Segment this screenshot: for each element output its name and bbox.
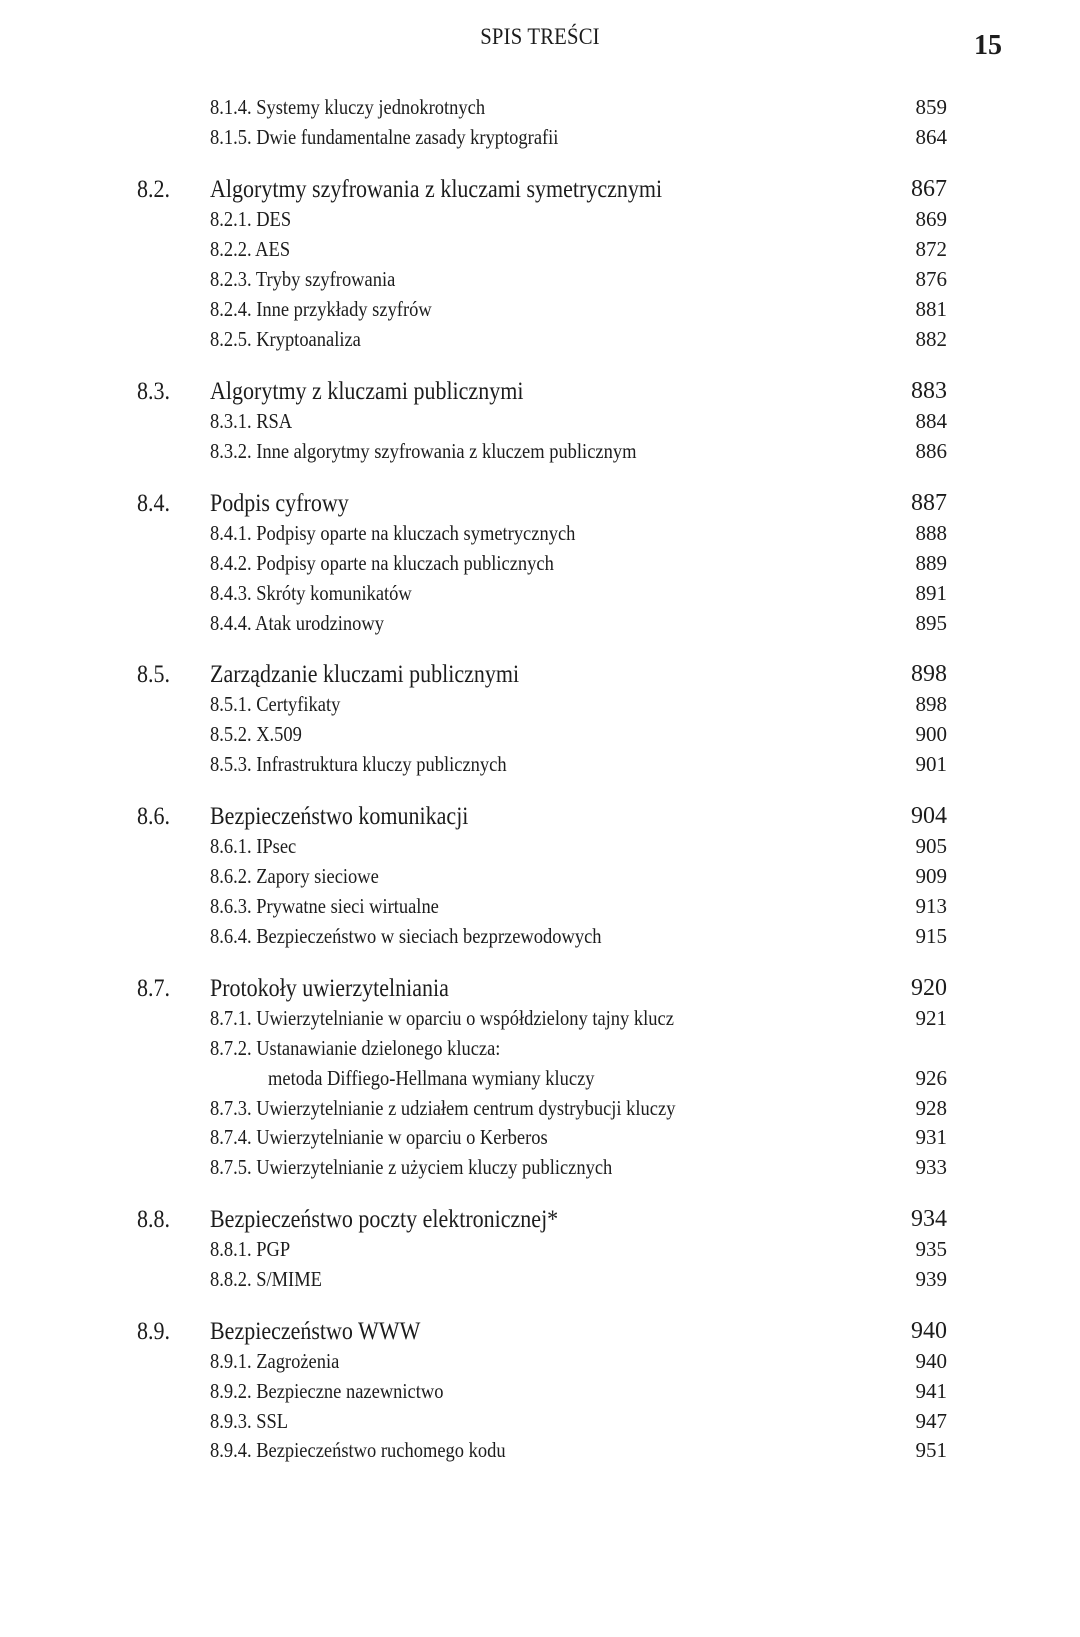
section-number: 8.5. xyxy=(137,661,170,688)
section-number: 8.8. xyxy=(137,1206,170,1233)
section-number: 8.2. xyxy=(137,176,170,203)
toc-entry xyxy=(0,834,1080,864)
entry-title: 8.9.3. SSL xyxy=(210,1409,289,1433)
page-number: 15 xyxy=(974,30,1002,61)
entry-page-number: 939 xyxy=(915,1267,947,1291)
entry-page-number: 872 xyxy=(915,237,947,261)
toc-entry xyxy=(0,611,1080,641)
entry-page-number: 864 xyxy=(915,125,947,149)
toc-entry xyxy=(0,551,1080,581)
entry-page-number: 888 xyxy=(915,521,947,545)
entry-page-number: 909 xyxy=(915,864,947,888)
section-number: 8.9. xyxy=(137,1318,170,1345)
entry-page-number: 867 xyxy=(911,176,947,202)
entry-page-number: 928 xyxy=(915,1096,947,1120)
entry-page-number: 913 xyxy=(915,894,947,918)
entry-title: 8.6.1. IPsec xyxy=(210,834,297,858)
entry-page-number: 915 xyxy=(915,924,947,948)
entry-title: 8.5.2. X.509 xyxy=(210,722,302,746)
entry-title: 8.2.2. AES xyxy=(210,237,291,261)
entry-title: 8.2.4. Inne przykłady szyfrów xyxy=(210,297,432,321)
entry-page-number: 859 xyxy=(915,95,947,119)
toc-entry xyxy=(0,1066,1080,1096)
entry-page-number: 883 xyxy=(911,378,947,404)
entry-page-number: 882 xyxy=(915,327,947,351)
entry-title: 8.5.1. Certyfikaty xyxy=(210,692,341,716)
entry-title: Bezpieczeństwo WWW xyxy=(210,1318,421,1345)
entry-page-number: 881 xyxy=(915,297,947,321)
entry-title: 8.8.2. S/MIME xyxy=(210,1267,322,1291)
entry-title: 8.4.3. Skróty komunikatów xyxy=(210,581,412,605)
entry-page-number: 869 xyxy=(915,207,947,231)
entry-title: Zarządzanie kluczami publicznymi xyxy=(210,661,520,688)
toc-entry xyxy=(0,1036,1080,1066)
toc-entry xyxy=(0,1379,1080,1409)
toc-entry xyxy=(0,1438,1080,1468)
toc-section xyxy=(0,378,1080,408)
entry-page-number: 904 xyxy=(911,803,947,829)
entry-page-number: 898 xyxy=(911,661,947,687)
entry-page-number: 900 xyxy=(915,722,947,746)
entry-title: 8.9.1. Zagrożenia xyxy=(210,1349,340,1373)
toc-entry xyxy=(0,1349,1080,1379)
toc-entry xyxy=(0,1155,1080,1185)
entry-page-number: 935 xyxy=(915,1237,947,1261)
entry-title: 8.6.3. Prywatne sieci wirtualne xyxy=(210,894,439,918)
entry-page-number: 940 xyxy=(911,1318,947,1344)
toc-section xyxy=(0,1318,1080,1348)
toc-entry xyxy=(0,95,1080,125)
entry-title: Algorytmy szyfrowania z kluczami symetrycznymi xyxy=(210,176,663,203)
toc-entry xyxy=(0,924,1080,954)
toc-entry xyxy=(0,439,1080,469)
entry-title: 8.7.3. Uwierzytelnianie z udziałem centrum dystrybucji kluczy xyxy=(210,1096,676,1120)
entry-title: 8.6.2. Zapory sieciowe xyxy=(210,864,379,888)
entry-title: Bezpieczeństwo poczty elektronicznej* xyxy=(210,1206,559,1233)
entry-page-number: 889 xyxy=(915,551,947,575)
entry-title: 8.5.3. Infrastruktura kluczy publicznych xyxy=(210,752,507,776)
entry-title: 8.7.1. Uwierzytelnianie w oparciu o współdzielony tajny klucz xyxy=(210,1006,674,1030)
toc-entry xyxy=(0,1125,1080,1155)
toc-section xyxy=(0,661,1080,691)
entry-page-number: 901 xyxy=(915,752,947,776)
entry-page-number: 921 xyxy=(915,1006,947,1030)
toc-entry xyxy=(0,752,1080,782)
toc-entry xyxy=(0,864,1080,894)
running-title: SPIS TREŚCI xyxy=(480,24,600,49)
section-number: 8.7. xyxy=(137,975,170,1002)
entry-title: 8.7.5. Uwierzytelnianie z użyciem kluczy publicznych xyxy=(210,1155,613,1179)
entry-title: 8.9.2. Bezpieczne nazewnictwo xyxy=(210,1379,444,1403)
toc-entry xyxy=(0,1409,1080,1439)
section-number: 8.6. xyxy=(137,803,170,830)
toc-entry xyxy=(0,327,1080,357)
entry-page-number: 891 xyxy=(915,581,947,605)
entry-title: 8.1.4. Systemy kluczy jednokrotnych xyxy=(210,95,486,119)
entry-title: 8.8.1. PGP xyxy=(210,1237,291,1261)
entry-title: 8.7.2. Ustanawianie dzielonego klucza: xyxy=(210,1036,501,1060)
entry-page-number: 887 xyxy=(911,490,947,516)
entry-page-number: 940 xyxy=(915,1349,947,1373)
toc-entry xyxy=(0,1006,1080,1036)
entry-title: Algorytmy z kluczami publicznymi xyxy=(210,378,524,405)
entry-page-number: 933 xyxy=(915,1155,947,1179)
entry-page-number: 951 xyxy=(915,1438,947,1462)
toc-entry xyxy=(0,409,1080,439)
entry-page-number: 895 xyxy=(915,611,947,635)
toc-entry xyxy=(0,207,1080,237)
entry-title: 8.7.4. Uwierzytelnianie w oparciu o Kerberos xyxy=(210,1125,548,1149)
entry-title: 8.2.1. DES xyxy=(210,207,292,231)
entry-page-number: 941 xyxy=(915,1379,947,1403)
toc-entry xyxy=(0,581,1080,611)
entry-page-number: 886 xyxy=(915,439,947,463)
entry-page-number: 884 xyxy=(915,409,947,433)
entry-page-number: 931 xyxy=(915,1125,947,1149)
entry-title: 8.6.4. Bezpieczeństwo w sieciach bezprzewodowych xyxy=(210,924,602,948)
toc-entry xyxy=(0,297,1080,327)
entry-title: 8.4.2. Podpisy oparte na kluczach publicznych xyxy=(210,551,554,575)
entry-title: 8.3.1. RSA xyxy=(210,409,293,433)
entry-title: 8.4.1. Podpisy oparte na kluczach symetrycznych xyxy=(210,521,576,545)
entry-title: Podpis cyfrowy xyxy=(210,490,349,517)
toc-section xyxy=(0,1206,1080,1236)
toc-entry xyxy=(0,237,1080,267)
entry-page-number: 905 xyxy=(915,834,947,858)
entry-page-number: 898 xyxy=(915,692,947,716)
toc-entry xyxy=(0,692,1080,722)
toc-entry xyxy=(0,521,1080,551)
toc-section xyxy=(0,975,1080,1005)
section-number: 8.3. xyxy=(137,378,170,405)
toc-entry xyxy=(0,125,1080,155)
entry-title: Protokoły uwierzytelniania xyxy=(210,975,449,1002)
entry-page-number: 926 xyxy=(915,1066,947,1090)
entry-title: metoda Diffiego-Hellmana wymiany kluczy xyxy=(268,1066,595,1090)
toc-entry xyxy=(0,1096,1080,1126)
toc-section xyxy=(0,490,1080,520)
entry-title: 8.2.5. Kryptoanaliza xyxy=(210,327,361,351)
toc-entry xyxy=(0,722,1080,752)
toc-entry xyxy=(0,1267,1080,1297)
toc-section xyxy=(0,803,1080,833)
entry-title: 8.2.3. Tryby szyfrowania xyxy=(210,267,396,291)
section-number: 8.4. xyxy=(137,490,170,517)
toc-entry xyxy=(0,267,1080,297)
entry-title: 8.4.4. Atak urodzinowy xyxy=(210,611,385,635)
toc-section xyxy=(0,176,1080,206)
entry-page-number: 876 xyxy=(915,267,947,291)
entry-page-number: 947 xyxy=(915,1409,947,1433)
entry-title: 8.3.2. Inne algorytmy szyfrowania z kluczem publicznym xyxy=(210,439,637,463)
entry-title: 8.9.4. Bezpieczeństwo ruchomego kodu xyxy=(210,1438,506,1462)
entry-page-number: 920 xyxy=(911,975,947,1001)
entry-title: 8.1.5. Dwie fundamentalne zasady kryptografii xyxy=(210,125,559,149)
toc-entry xyxy=(0,1237,1080,1267)
entry-title: Bezpieczeństwo komunikacji xyxy=(210,803,469,830)
entry-page-number: 934 xyxy=(911,1206,947,1232)
toc-entry xyxy=(0,894,1080,924)
